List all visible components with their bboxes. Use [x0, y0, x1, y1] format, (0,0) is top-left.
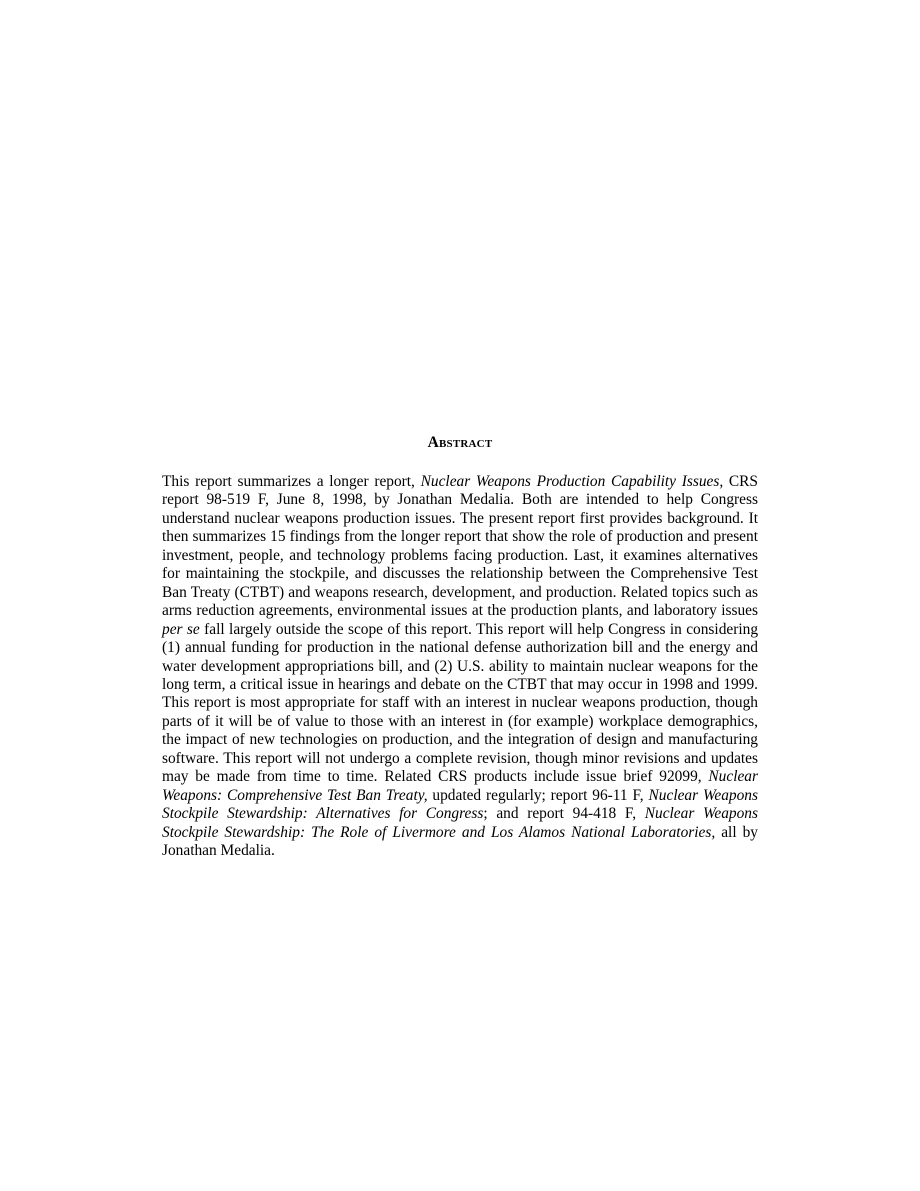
abstract-text-5: ; and report 94-418 F,: [483, 805, 645, 823]
abstract-text-1: This report summarizes a longer report,: [162, 473, 421, 490]
abstract-text-6: all by Jonathan Medalia.: [162, 823, 758, 860]
abstract-text-2: CRS report 98-519 F, June 8, 1998, by Jonathan Medalia. Both are intended to help Congress understand nuclear weapons production issues. The present report first provides background. It then summarizes 15 findings from the longer report that show the role of production and present investment, people, and technology problems facing production. Last, it examines alternatives for maintaining the stockpile, and discusses the relationship between the Comprehensive Test Ban Treaty (CTBT) and weapons research, development, and production. Related topics such as arms reduction agreements, environmental issues at the production plants, and laboratory issues: [162, 473, 758, 620]
abstract-text-4: updated regularly; report 96-11 F,: [427, 786, 649, 804]
report-96-11-title: Nuclear Weapons Stockpile Stewardship: Alternatives for Congress: [162, 786, 758, 823]
issue-brief-title: Nuclear Weapons: Comprehensive Test Ban Treaty,: [162, 768, 758, 804]
longer-report-title: Nuclear Weapons Production Capability Issues,: [420, 473, 724, 490]
per-se-phrase: per se: [162, 620, 200, 638]
abstract-paragraph: [162, 473, 758, 861]
abstract-text-3: fall largely outside the scope of this report. This report will help Congress in considering (1) annual funding for production in the national defense authorization bill and the energy and water development appropriations bill, and (2) U.S. ability to maintain nuclear weapons for the long term, a critical issue in hearings and debate on the CTBT that may occur in 1998 and 1999. This report is most appropriate for staff with an interest in nuclear weapons production, though parts of it will be of value to those with an interest in (for example) workplace demographics, the impact of new technologies on production, and the integration of design and manufacturing software. This report will not undergo a complete revision, though minor revisions and updates may be made from time to time. Related CRS products include issue brief 92099,: [162, 620, 759, 786]
report-94-418-title: Nuclear Weapons Stockpile Stewardship: The Role of Livermore and Los Alamos National Laboratories,: [162, 805, 758, 841]
abstract-heading: Abstract: [427, 434, 493, 451]
